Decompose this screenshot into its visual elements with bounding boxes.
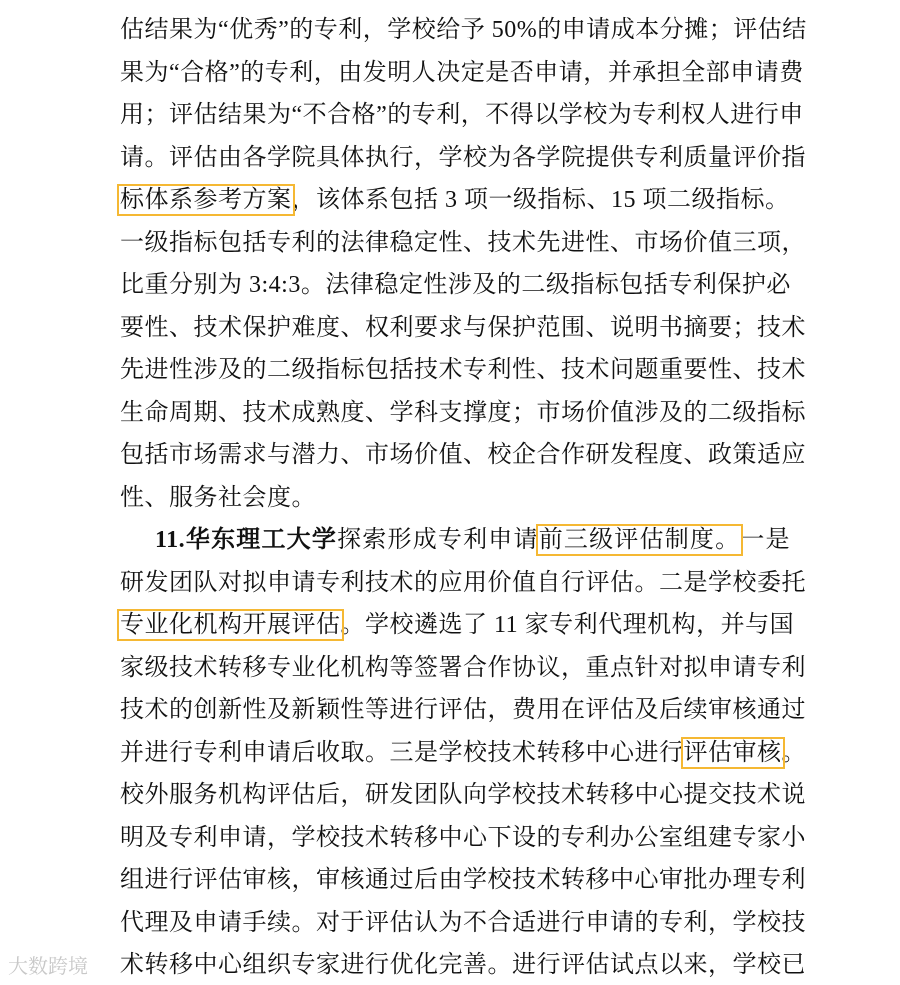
text-line: [120, 690, 806, 730]
text-segment: 术转移中心组织专家进行优化完善。进行评估试点以来，学校已: [120, 952, 806, 978]
text-line: [120, 563, 806, 603]
text-segment: 明及专利申请，学校技术转移中心下设的专利办公室组建专家小: [120, 824, 806, 851]
text-line: [120, 393, 806, 433]
bold-heading: 11.华东理工大学: [155, 527, 338, 553]
text-line: [120, 733, 806, 773]
text-segment: 用；评估结果为“不合格”的专利，不得以学校为专利权人进行申: [120, 102, 804, 128]
text-line: [120, 10, 807, 50]
text-line: [120, 818, 806, 858]
text-segment: 探索形成专利申请: [337, 527, 539, 553]
watermark: 大数跨境: [8, 954, 88, 978]
text-line: [120, 350, 806, 390]
text-line: [120, 903, 806, 943]
text-segment: 先进性涉及的二级指标包括技术专利性、技术问题重要性、技术: [120, 357, 806, 383]
text-line: [155, 520, 790, 560]
highlighted-phrase: 前三级评估制度。: [538, 527, 741, 553]
text-line: [120, 53, 804, 93]
text-line: [120, 945, 806, 985]
text-line: [120, 138, 806, 178]
text-segment: 家级技术转移专业化机构等签署合作协议，重点针对拟申请专利: [120, 654, 806, 681]
text-segment: 估结果为“优秀”的专利，学校给予 50%的申请成本分摊；评估结: [120, 17, 807, 43]
text-segment: 代理及申请手续。对于评估认为不合适进行申请的专利，学校技: [120, 909, 806, 936]
text-segment: 性、服务社会度。: [120, 484, 316, 511]
text-segment: 技术的创新性及新颖性等进行评估，费用在评估及后续审核通过: [120, 697, 806, 723]
text-segment: 包括市场需求与潜力、市场价值、校企合作研发程度、政策适应: [120, 442, 806, 468]
text-line: [120, 308, 806, 348]
text-line: [120, 478, 790, 518]
text-line: [120, 605, 795, 645]
text-segment: 校外服务机构评估后，研发团队向学校技术转移中心提交技术说: [120, 782, 806, 808]
text-segment: 一级指标包括专利的法律稳定性、技术先进性、市场价值三项，: [120, 229, 806, 256]
text-segment: 组进行评估审核，审核通过后由学校技术转移中心审批办理专利: [120, 867, 806, 893]
text-line: [120, 648, 806, 688]
text-segment: ，该体系包括 3 项一级指标、15 项二级指标。: [291, 187, 790, 213]
highlighted-phrase: 标体系参考方案: [120, 187, 292, 213]
highlighted-phrase: 专业化机构开展评估: [120, 612, 341, 638]
text-segment: 比重分别为 3:4:3。法律稳定性涉及的二级指标包括专利保护必: [120, 272, 791, 298]
text-segment: 并进行专利申请后收取。三是学校技术转移中心进行: [120, 739, 684, 766]
text-line: [120, 775, 806, 815]
text-line: [120, 180, 790, 220]
text-line: [120, 435, 806, 475]
text-segment: 一是: [740, 527, 791, 553]
text-line: [120, 265, 790, 305]
text-segment: 。: [781, 739, 806, 766]
text-segment: 生命周期、技术成熟度、学科支撑度；市场价值涉及的二级指标: [120, 399, 806, 426]
highlighted-phrase: 评估审核: [683, 739, 782, 766]
text-line: [120, 860, 806, 900]
text-segment: 请。评估由各学院具体执行，学校为各学院提供专利质量评价指: [120, 144, 806, 171]
text-segment: 研发团队对拟申请专利技术的应用价值自行评估。二是学校委托: [120, 569, 806, 596]
text-line: [120, 223, 806, 263]
text-line: [120, 95, 804, 135]
text-segment: 要性、技术保护难度、权利要求与保护范围、说明书摘要；技术: [120, 314, 806, 341]
text-segment: 果为“合格”的专利，由发明人决定是否申请，并承担全部申请费: [120, 59, 804, 86]
text-segment: 。学校遴选了 11 家专利代理机构，并与国: [340, 612, 795, 638]
